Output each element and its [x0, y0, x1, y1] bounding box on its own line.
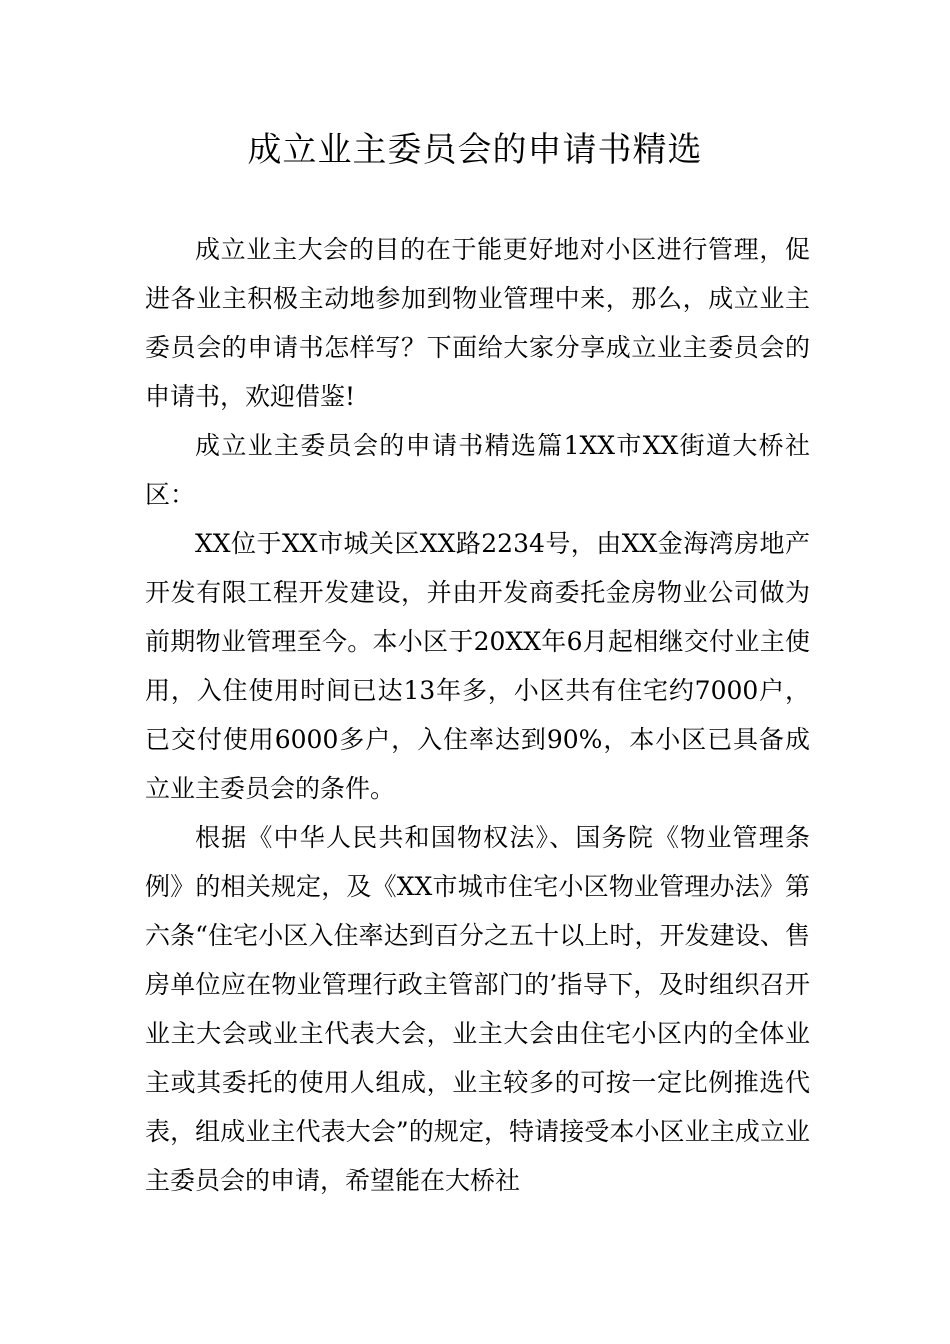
document-body	[145, 225, 810, 1205]
paragraph-legal-basis: 根据《中华人民共和国物权法》、国务院《物业管理条例》的相关规定，及《XX市城市住宅小区物业管理办法》第六条“住宅小区入住率达到百分之五十以上时，开发建设、售房单位应在物业管理行政主管部门的’指导下，及时组织召开业主大会或业主代表大会，业主大会由住宅小区内的全体业主或其委托的使用人组成，业主较多的可按一定比例推选代表，组成业主代表大会”的规定，特请接受本小区业主成立业主委员会的申请，希望能在大桥社	[145, 823, 810, 1195]
paragraph-intro: 成立业主大会的目的在于能更好地对小区进行管理，促进各业主积极主动地参加到物业管理中来，那么，成立业主委员会的申请书怎样写？下面给大家分享成立业主委员会的申请书，欢迎借鉴!	[145, 235, 810, 411]
document-title: 成立业主委员会的申请书精选	[247, 130, 703, 170]
paragraph-addressee: 成立业主委员会的申请书精选篇1XX市XX街道大桥社区：	[145, 431, 810, 509]
paragraph-background: XX位于XX市城关区XX路2234号，由XX金海湾房地产开发有限工程开发建设，并由开发商委托金房物业公司做为前期物业管理至今。本小区于20XX年6月起相继交付业主使用，入住使用时间已达13年多，小区共有住宅约7000户，已交付使用6000多户，入住率达到90%，本小区已具备成立业主委员会的条件。	[145, 529, 810, 803]
